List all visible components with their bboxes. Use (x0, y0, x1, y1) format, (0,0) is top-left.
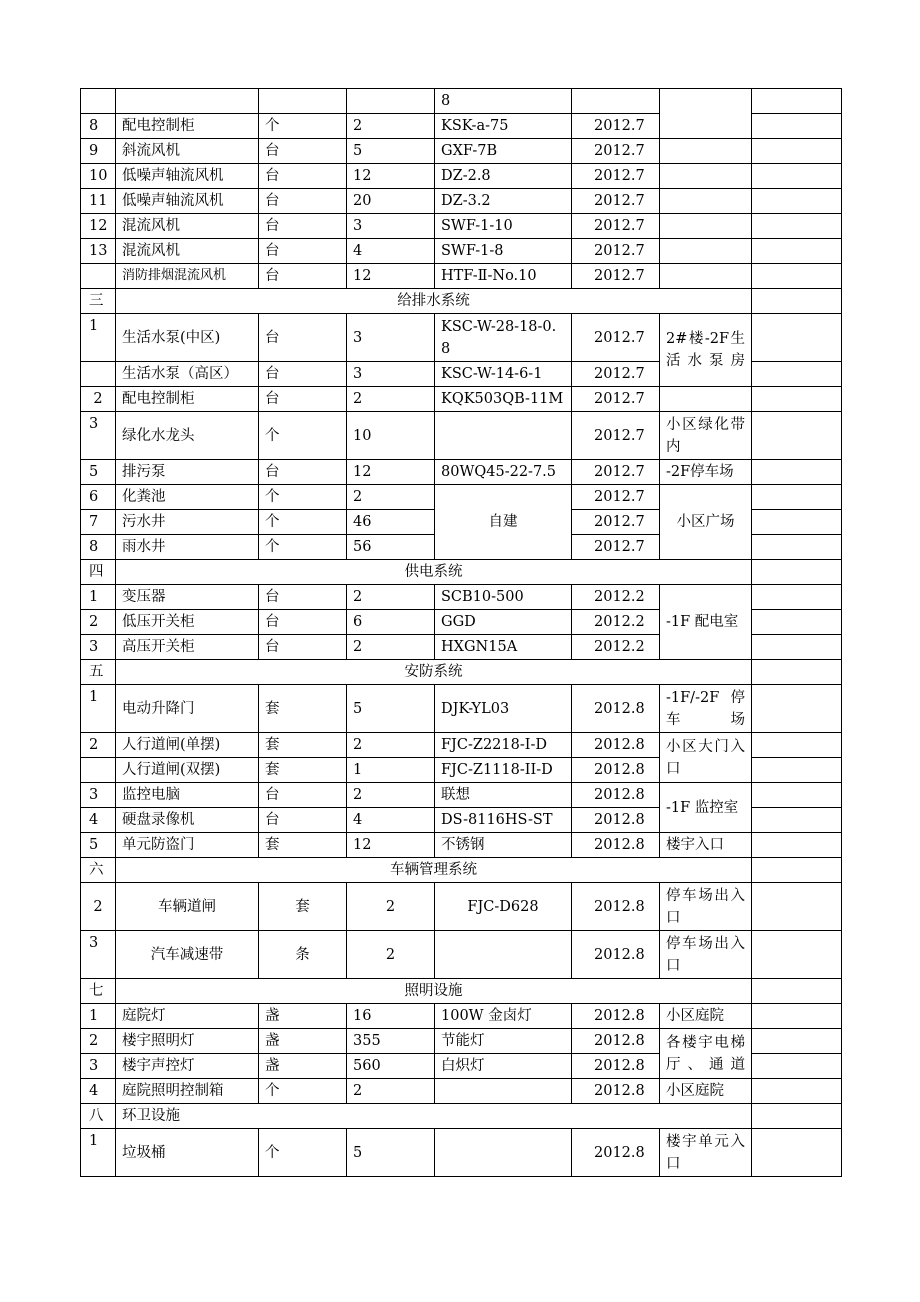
item-unit: 台 (259, 164, 347, 189)
item-name: 庭院照明控制箱 (116, 1079, 259, 1104)
item-model: KSK-a-75 (435, 114, 572, 139)
section-title: 给排水系统 (116, 289, 752, 314)
item-location: -1F 配电室 (660, 585, 752, 660)
table-row (81, 412, 842, 460)
table-row (81, 685, 842, 733)
item-date: 2012.8 (572, 1029, 660, 1054)
item-date: 2012.8 (572, 783, 660, 808)
item-date: 2012.7 (572, 387, 660, 412)
item-name: 混流风机 (116, 214, 259, 239)
item-quantity: 2 (347, 733, 435, 758)
item-unit: 台 (259, 387, 347, 412)
empty-cell (752, 1129, 842, 1177)
item-unit (259, 89, 347, 114)
item-unit: 盏 (259, 1029, 347, 1054)
item-unit: 盏 (259, 1004, 347, 1029)
table-row (81, 833, 842, 858)
item-unit: 个 (259, 485, 347, 510)
empty-cell (752, 733, 842, 758)
item-unit: 台 (259, 610, 347, 635)
item-name: 消防排烟混流风机 (116, 264, 259, 289)
item-unit: 台 (259, 139, 347, 164)
row-number (81, 89, 116, 114)
row-number: 1 (81, 585, 116, 610)
item-quantity: 20 (347, 189, 435, 214)
empty-cell (752, 1079, 842, 1104)
row-number (81, 758, 116, 783)
item-model: 100W 金卤灯 (435, 1004, 572, 1029)
item-date: 2012.8 (572, 833, 660, 858)
item-model: FJC-Z2218-I-D (435, 733, 572, 758)
item-date: 2012.7 (572, 314, 660, 362)
empty-cell (752, 214, 842, 239)
item-unit: 台 (259, 239, 347, 264)
item-unit: 台 (259, 635, 347, 660)
item-model: FJC-D628 (435, 883, 572, 931)
item-date: 2012.2 (572, 635, 660, 660)
row-number: 7 (81, 510, 116, 535)
table-row (81, 783, 842, 808)
item-model: KQK503QB-11M (435, 387, 572, 412)
table-row (81, 1004, 842, 1029)
item-name: 变压器 (116, 585, 259, 610)
item-name: 排污泵 (116, 460, 259, 485)
item-name: 高压开关柜 (116, 635, 259, 660)
item-model (435, 931, 572, 979)
item-name: 生活水泵（高区） (116, 362, 259, 387)
item-model: SWF-1-8 (435, 239, 572, 264)
empty-cell (752, 139, 842, 164)
item-location (660, 387, 752, 412)
item-unit: 台 (259, 214, 347, 239)
item-name: 硬盘录像机 (116, 808, 259, 833)
item-model: SCB10-500 (435, 585, 572, 610)
item-quantity: 4 (347, 808, 435, 833)
item-model: KSC-W-28-18-0.8 (435, 314, 572, 362)
item-model: GXF-7B (435, 139, 572, 164)
item-date: 2012.8 (572, 1004, 660, 1029)
item-date: 2012.8 (572, 883, 660, 931)
item-quantity: 10 (347, 412, 435, 460)
item-quantity: 16 (347, 1004, 435, 1029)
item-model: KSC-W-14-6-1 (435, 362, 572, 387)
row-number (81, 362, 116, 387)
empty-cell (752, 485, 842, 510)
section-header-row (81, 560, 842, 585)
item-model: DZ-3.2 (435, 189, 572, 214)
row-number: 8 (81, 535, 116, 560)
item-location (660, 239, 752, 264)
item-date: 2012.8 (572, 733, 660, 758)
item-unit: 个 (259, 1079, 347, 1104)
item-unit: 台 (259, 189, 347, 214)
item-location (660, 89, 752, 139)
section-number: 六 (81, 858, 116, 883)
item-quantity: 12 (347, 264, 435, 289)
row-number: 3 (81, 635, 116, 660)
item-quantity: 6 (347, 610, 435, 635)
empty-cell (752, 239, 842, 264)
row-number: 1 (81, 1129, 116, 1177)
row-number: 5 (81, 460, 116, 485)
empty-cell (752, 833, 842, 858)
item-name: 混流风机 (116, 239, 259, 264)
item-unit: 台 (259, 585, 347, 610)
item-quantity: 1 (347, 758, 435, 783)
item-location: 小区大门入口 (660, 733, 752, 783)
row-number: 6 (81, 485, 116, 510)
item-quantity: 12 (347, 460, 435, 485)
table-row (81, 460, 842, 485)
empty-cell (752, 1104, 842, 1129)
empty-cell (752, 114, 842, 139)
item-date: 2012.7 (572, 164, 660, 189)
empty-cell (752, 783, 842, 808)
item-quantity: 560 (347, 1054, 435, 1079)
table-row (81, 585, 842, 610)
item-location (660, 214, 752, 239)
item-quantity: 2 (347, 485, 435, 510)
empty-cell (752, 460, 842, 485)
row-number: 3 (81, 412, 116, 460)
item-date: 2012.7 (572, 412, 660, 460)
item-quantity: 5 (347, 1129, 435, 1177)
item-unit: 台 (259, 362, 347, 387)
section-header-row (81, 858, 842, 883)
item-location: 小区绿化带内 (660, 412, 752, 460)
item-date: 2012.7 (572, 535, 660, 560)
empty-cell (752, 1054, 842, 1079)
item-name: 低压开关柜 (116, 610, 259, 635)
empty-cell (752, 164, 842, 189)
empty-cell (752, 931, 842, 979)
item-date: 2012.8 (572, 685, 660, 733)
item-quantity: 2 (347, 635, 435, 660)
equipment-table-body (81, 89, 842, 1177)
item-date: 2012.8 (572, 1079, 660, 1104)
section-header-row (81, 979, 842, 1004)
item-quantity: 2 (347, 931, 435, 979)
item-quantity: 46 (347, 510, 435, 535)
item-unit: 台 (259, 808, 347, 833)
section-title: 供电系统 (116, 560, 752, 585)
item-model: HXGN15A (435, 635, 572, 660)
item-location: 小区广场 (660, 485, 752, 560)
item-quantity: 3 (347, 214, 435, 239)
empty-cell (752, 289, 842, 314)
item-unit: 套 (259, 758, 347, 783)
item-quantity: 2 (347, 114, 435, 139)
section-header-row (81, 660, 842, 685)
section-title: 照明设施 (116, 979, 752, 1004)
item-name: 汽车减速带 (116, 931, 259, 979)
item-quantity: 3 (347, 314, 435, 362)
item-name: 绿化水龙头 (116, 412, 259, 460)
item-name (116, 89, 259, 114)
row-number: 2 (81, 1029, 116, 1054)
item-date: 2012.8 (572, 1054, 660, 1079)
table-row (81, 239, 842, 264)
item-model: 联想 (435, 783, 572, 808)
row-number: 3 (81, 783, 116, 808)
table-row (81, 387, 842, 412)
row-number: 2 (81, 883, 116, 931)
row-number: 9 (81, 139, 116, 164)
item-quantity: 56 (347, 535, 435, 560)
row-number: 4 (81, 1079, 116, 1104)
item-unit: 台 (259, 783, 347, 808)
item-model (435, 1129, 572, 1177)
item-name: 庭院灯 (116, 1004, 259, 1029)
item-quantity: 12 (347, 164, 435, 189)
section-number: 四 (81, 560, 116, 585)
item-name: 监控电脑 (116, 783, 259, 808)
empty-cell (752, 758, 842, 783)
item-date (572, 89, 660, 114)
item-model: 80WQ45-22-7.5 (435, 460, 572, 485)
item-model: HTF-Ⅱ-No.10 (435, 264, 572, 289)
item-quantity: 3 (347, 362, 435, 387)
row-number: 1 (81, 1004, 116, 1029)
item-model: FJC-Z1118-II-D (435, 758, 572, 783)
row-number: 3 (81, 931, 116, 979)
item-unit: 套 (259, 685, 347, 733)
row-number: 1 (81, 314, 116, 362)
item-date: 2012.7 (572, 214, 660, 239)
item-name: 车辆道闸 (116, 883, 259, 931)
item-unit: 台 (259, 460, 347, 485)
empty-cell (752, 362, 842, 387)
item-name: 楼宇声控灯 (116, 1054, 259, 1079)
item-location: 小区庭院 (660, 1079, 752, 1104)
item-model (435, 1079, 572, 1104)
empty-cell (752, 660, 842, 685)
empty-cell (752, 412, 842, 460)
table-row (81, 1079, 842, 1104)
item-unit: 个 (259, 510, 347, 535)
item-date: 2012.8 (572, 931, 660, 979)
item-quantity: 355 (347, 1029, 435, 1054)
item-date: 2012.8 (572, 758, 660, 783)
item-date: 2012.7 (572, 485, 660, 510)
table-row (81, 314, 842, 362)
item-unit: 套 (259, 883, 347, 931)
table-row (81, 485, 842, 510)
empty-cell (752, 685, 842, 733)
item-location: -1F 监控室 (660, 783, 752, 833)
section-header-row (81, 1104, 842, 1129)
table-row (81, 214, 842, 239)
item-quantity: 2 (347, 387, 435, 412)
item-date: 2012.7 (572, 114, 660, 139)
item-model: 白炽灯 (435, 1054, 572, 1079)
item-quantity: 2 (347, 585, 435, 610)
item-location: 停车场出入口 (660, 883, 752, 931)
item-name: 生活水泵(中区) (116, 314, 259, 362)
item-model: DS-8116HS-ST (435, 808, 572, 833)
empty-cell (752, 585, 842, 610)
item-date: 2012.2 (572, 610, 660, 635)
item-location: 2#楼-2F生活水泵房 (660, 314, 752, 387)
empty-cell (752, 610, 842, 635)
item-location: -2F停车场 (660, 460, 752, 485)
item-date: 2012.7 (572, 362, 660, 387)
item-quantity: 5 (347, 685, 435, 733)
item-date: 2012.7 (572, 460, 660, 485)
item-model: SWF-1-10 (435, 214, 572, 239)
item-location (660, 264, 752, 289)
item-date: 2012.7 (572, 139, 660, 164)
item-model (435, 412, 572, 460)
item-quantity: 4 (347, 239, 435, 264)
item-name: 斜流风机 (116, 139, 259, 164)
item-name: 电动升降门 (116, 685, 259, 733)
row-number (81, 264, 116, 289)
item-unit: 盏 (259, 1054, 347, 1079)
empty-cell (752, 635, 842, 660)
item-name: 配电控制柜 (116, 114, 259, 139)
item-date: 2012.8 (572, 808, 660, 833)
table-row (81, 733, 842, 758)
item-model: 不锈钢 (435, 833, 572, 858)
item-name: 单元防盗门 (116, 833, 259, 858)
item-date: 2012.2 (572, 585, 660, 610)
item-date: 2012.7 (572, 189, 660, 214)
item-unit: 个 (259, 412, 347, 460)
item-model: 8 (435, 89, 572, 114)
item-quantity: 2 (347, 783, 435, 808)
section-title: 安防系统 (116, 660, 752, 685)
row-number: 5 (81, 833, 116, 858)
row-number: 2 (81, 733, 116, 758)
item-quantity: 12 (347, 833, 435, 858)
item-location: 停车场出入口 (660, 931, 752, 979)
table-row (81, 1029, 842, 1054)
table-row (81, 139, 842, 164)
empty-cell (752, 979, 842, 1004)
table-row (81, 1129, 842, 1177)
item-quantity: 2 (347, 883, 435, 931)
empty-cell (752, 89, 842, 114)
row-number: 2 (81, 610, 116, 635)
item-model: 节能灯 (435, 1029, 572, 1054)
empty-cell (752, 883, 842, 931)
item-name: 雨水井 (116, 535, 259, 560)
section-number: 七 (81, 979, 116, 1004)
item-unit: 个 (259, 114, 347, 139)
section-header-row (81, 289, 842, 314)
item-unit: 条 (259, 931, 347, 979)
item-date: 2012.8 (572, 1129, 660, 1177)
item-date: 2012.7 (572, 239, 660, 264)
empty-cell (752, 189, 842, 214)
empty-cell (752, 314, 842, 362)
item-unit: 套 (259, 833, 347, 858)
item-unit: 个 (259, 535, 347, 560)
table-row (81, 164, 842, 189)
empty-cell (752, 510, 842, 535)
item-quantity: 2 (347, 1079, 435, 1104)
row-number: 3 (81, 1054, 116, 1079)
item-model: DJK-YL03 (435, 685, 572, 733)
item-name: 人行道闸(单摆) (116, 733, 259, 758)
section-number: 三 (81, 289, 116, 314)
item-model: DZ-2.8 (435, 164, 572, 189)
row-number: 4 (81, 808, 116, 833)
item-name: 人行道闸(双摆) (116, 758, 259, 783)
table-row (81, 883, 842, 931)
item-date: 2012.7 (572, 264, 660, 289)
item-location (660, 139, 752, 164)
item-name: 污水井 (116, 510, 259, 535)
item-unit: 台 (259, 264, 347, 289)
section-title: 环卫设施 (116, 1104, 752, 1129)
item-name: 低噪声轴流风机 (116, 189, 259, 214)
section-number: 五 (81, 660, 116, 685)
row-number: 12 (81, 214, 116, 239)
section-number: 八 (81, 1104, 116, 1129)
item-location: 各楼宇电梯厅、通道 (660, 1029, 752, 1079)
empty-cell (752, 535, 842, 560)
table-row (81, 931, 842, 979)
item-location: 楼宇单元入口 (660, 1129, 752, 1177)
table-row (81, 264, 842, 289)
item-location: 楼宇入口 (660, 833, 752, 858)
table-row (81, 189, 842, 214)
item-date: 2012.7 (572, 510, 660, 535)
empty-cell (752, 858, 842, 883)
empty-cell (752, 264, 842, 289)
empty-cell (752, 560, 842, 585)
row-number: 11 (81, 189, 116, 214)
item-location: 小区庭院 (660, 1004, 752, 1029)
item-location: -1F/-2F 停车场 (660, 685, 752, 733)
item-name: 楼宇照明灯 (116, 1029, 259, 1054)
item-unit: 套 (259, 733, 347, 758)
empty-cell (752, 387, 842, 412)
section-title: 车辆管理系统 (116, 858, 752, 883)
row-number: 1 (81, 685, 116, 733)
item-name: 配电控制柜 (116, 387, 259, 412)
row-number: 8 (81, 114, 116, 139)
item-location (660, 189, 752, 214)
item-name: 化粪池 (116, 485, 259, 510)
item-location (660, 164, 752, 189)
item-model: 自建 (435, 485, 572, 560)
item-quantity (347, 89, 435, 114)
item-name: 垃圾桶 (116, 1129, 259, 1177)
empty-cell (752, 1004, 842, 1029)
row-number: 13 (81, 239, 116, 264)
empty-cell (752, 1029, 842, 1054)
item-name: 低噪声轴流风机 (116, 164, 259, 189)
equipment-table (80, 88, 842, 1177)
item-unit: 台 (259, 314, 347, 362)
table-row (81, 89, 842, 114)
item-quantity: 5 (347, 139, 435, 164)
item-unit: 个 (259, 1129, 347, 1177)
row-number: 2 (81, 387, 116, 412)
item-model: GGD (435, 610, 572, 635)
empty-cell (752, 808, 842, 833)
row-number: 10 (81, 164, 116, 189)
